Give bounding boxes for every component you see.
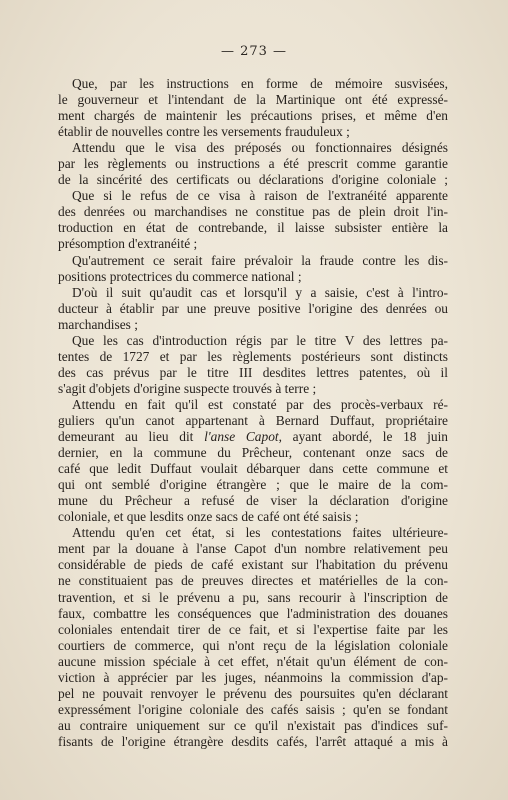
text-line: travention, et si le prévenu a pu, sans recourir à l'inscription de [58, 589, 448, 605]
text-line: Attendu qu'en cet état, si les contestations faites ultérieure- [72, 525, 448, 541]
text-line: de la sincérité des certificats ou déclarations d'origine coloniale ; [58, 172, 448, 188]
text-line: marchandises ; [58, 316, 138, 332]
text-line: fisants de l'origine étrangère desdits cafés, l'arrêt attaqué a mis à [58, 733, 448, 749]
text-line: dernier, en la commune du Prêcheur, contenant onze sacs de [58, 445, 448, 461]
text-line: le gouverneur et l'intendant de la Martinique ont été expressé- [58, 92, 448, 108]
text-line: café que ledit Duffaut voulait débarquer dans cette commune et [58, 461, 448, 477]
text-line: expressément l'origine coloniale des cafés saisis ; qu'en se fondant [58, 701, 448, 717]
text-line: Que les cas d'introduction régis par le titre V des lettres pa- [72, 332, 448, 348]
text-line: ment chargés de maintenir les précautions prises, et même d'en [58, 108, 448, 124]
text-line: par les règlements ou instructions a été prescrit comme garantie [58, 156, 448, 172]
page-number: — 273 — [220, 44, 288, 59]
text-line: demeurant au lieu dit l'anse Capot, ayant abordé, le 18 juin [58, 429, 448, 445]
text-line: considérable de pieds de café existant sur l'habitation du prévenu [58, 557, 448, 573]
text-line: ment par la douane à l'anse Capot d'un nombre relativement peu [58, 541, 448, 557]
text-line: coloniales entendait tirer de ce fait, et si l'expertise faite par les [58, 621, 448, 637]
text-line: tentes de 1727 et par les règlements postérieurs sont distincts [58, 348, 448, 364]
text-line: ne constituaient pas de preuves directes et matérielles de la con- [58, 573, 448, 589]
text-line: Attendu que le visa des préposés ou fonctionnaires désignés [72, 140, 448, 156]
body-text [58, 76, 448, 750]
text-line: établir de nouvelles contre les versements frauduleux ; [58, 124, 350, 140]
text-line: coloniale, et que lesdits onze sacs de café ont été saisis ; [58, 509, 359, 525]
text-line: au contraire uniquement sur ce qu'il n'existait pas d'indices suf- [58, 717, 448, 733]
text-line: des denrées ou marchandises ne constitue pas de plein droit l'in- [58, 204, 448, 220]
text-line: courtiers de commerce, qui n'ont reçu de la législation coloniale [58, 637, 448, 653]
text-line: Qu'autrement ce serait faire prévaloir la fraude contre les dis- [72, 252, 448, 268]
text-line: troduction en état de contrebande, il laisse subsister entière la [58, 220, 448, 236]
text-line: Attendu en fait qu'il est constaté par des procès-verbaux ré- [72, 396, 448, 412]
text-line: s'agit d'objets d'origine suspecte trouvés à terre ; [58, 380, 317, 396]
text-line: viction à apprécier par les juges, néanmoins la commission d'ap- [58, 669, 448, 685]
text-line: Que, par les instructions en forme de mémoire susvisées, [72, 76, 448, 91]
text-line: pel ne pouvait renvoyer le prévenu des poursuites qu'en déclarant [58, 685, 448, 701]
text-line: faux, combattre les conséquences que l'administration des douanes [58, 605, 448, 621]
text-line: aucune mission spéciale à cet effet, n'était qu'un élément de con- [58, 653, 448, 669]
text-line: guliers qu'un canot appartenant à Bernard Duffaut, propriétaire [58, 412, 448, 428]
text-line: D'où il suit qu'audit cas et lorsqu'il y a saisie, c'est à l'intro- [72, 284, 448, 300]
text-line: mune du Prêcheur a refusé de viser la déclaration d'origine [58, 493, 448, 509]
text-line: ducteur à établir par une preuve positive l'origine des denrées ou [58, 300, 448, 316]
text-line: Que si le refus de ce visa à raison de l'extranéité apparente [72, 188, 448, 204]
text-line: présomption d'extranéité ; [58, 236, 198, 252]
text-line: qui ont semblé d'origine étrangère ; que le maire de la com- [58, 477, 448, 493]
text-line: des cas prévus par le titre III desdites lettres patentes, où il [58, 364, 448, 380]
text-line: positions protectrices du commerce national ; [58, 268, 302, 284]
